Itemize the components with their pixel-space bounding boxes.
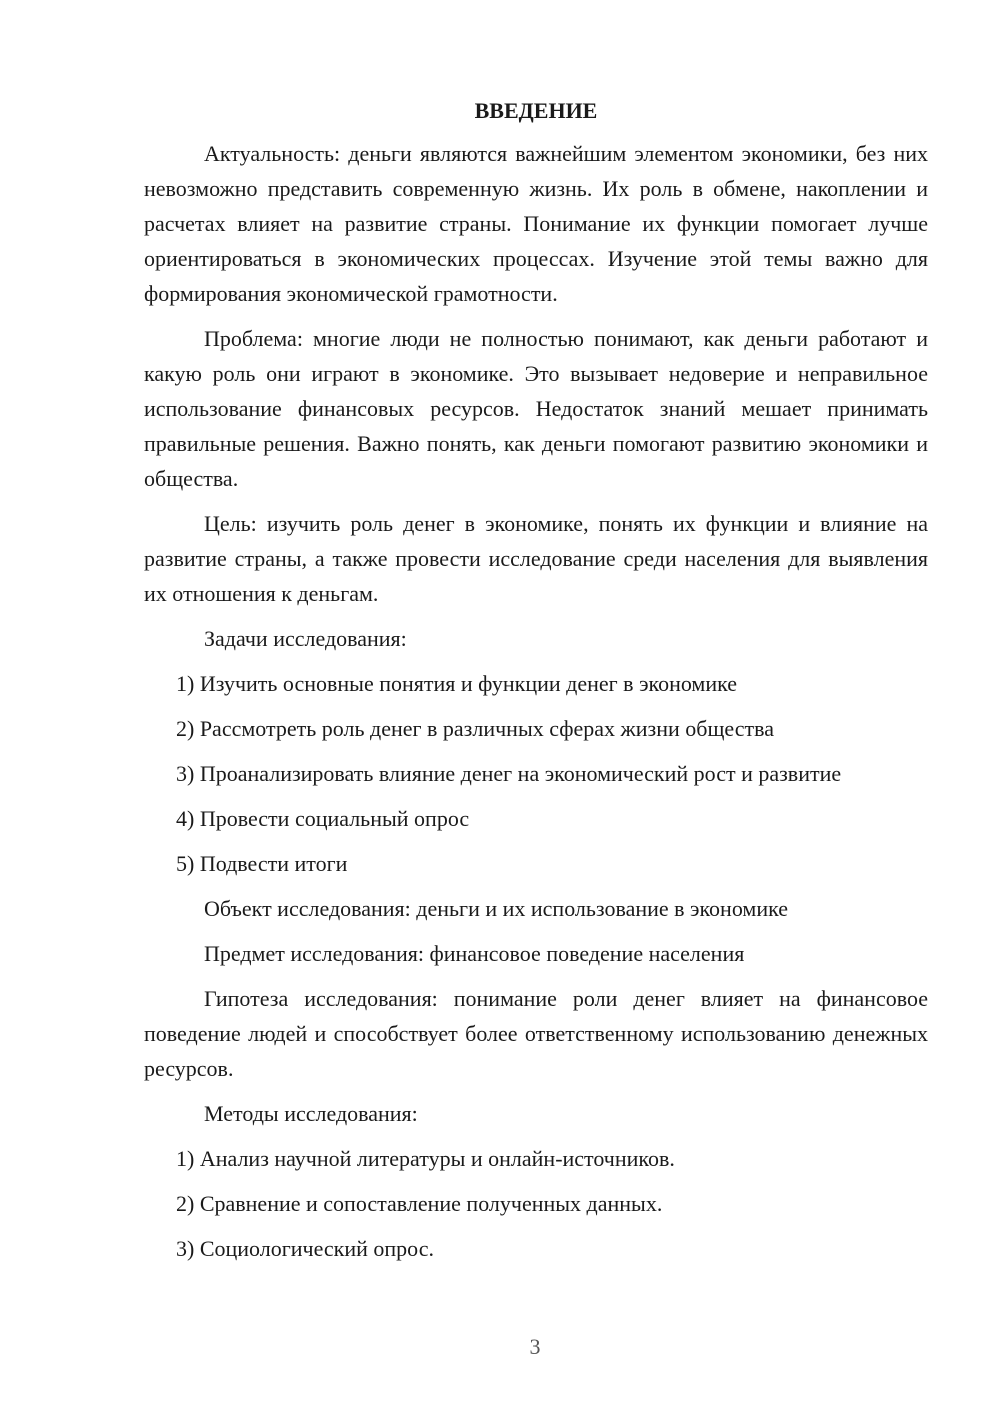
hypothesis-paragraph: Гипотеза исследования: понимание роли денег влияет на финансовое поведение людей и способствует более ответственному использованию денежных ресурсов. bbox=[144, 986, 928, 1081]
task-item: 2) Рассмотреть роль денег в различных сферах жизни общества bbox=[176, 716, 774, 741]
tasks-list bbox=[144, 666, 928, 881]
method-item: 1) Анализ научной литературы и онлайн-источников. bbox=[176, 1146, 675, 1171]
goal-paragraph: Цель: изучить роль денег в экономике, понять их функции и влияние на развитие страны, а также провести исследование среди населения для выявления их отношения к деньгам. bbox=[144, 511, 928, 606]
task-item: 4) Провести социальный опрос bbox=[176, 806, 470, 831]
relevance-paragraph: Актуальность: деньги являются важнейшим элементом экономики, без них невозможно представить современную жизнь. Их роль в обмене, накоплении и расчетах влияет на развитие страны. Понимание их функции помогает лучше ориентироваться в экономических процессах. Изучение этой темы важно для формирования экономической грамотности. bbox=[144, 141, 928, 306]
page-number: 3 bbox=[529, 1334, 541, 1359]
task-item: 3) Проанализировать влияние денег на экономический рост и развитие bbox=[176, 761, 842, 786]
methods-heading: Методы исследования: bbox=[204, 1101, 418, 1126]
research-object: Объект исследования: деньги и их использование в экономике bbox=[204, 896, 789, 921]
problem-paragraph: Проблема: многие люди не полностью понимают, как деньги работают и какую роль они играют в экономике. Это вызывает недоверие и неправильное использование финансовых ресурсов. Недостаток знаний мешает принимать правильные решения. Важно понять, как деньги помогают развитию экономики и общества. bbox=[144, 326, 928, 491]
page-title: ВВЕДЕНИЕ bbox=[474, 98, 598, 123]
methods-list bbox=[144, 1141, 928, 1266]
tasks-heading: Задачи исследования: bbox=[204, 626, 407, 651]
method-item: 3) Социологический опрос. bbox=[176, 1236, 434, 1261]
method-item: 2) Сравнение и сопоставление полученных данных. bbox=[176, 1191, 663, 1216]
research-subject: Предмет исследования: финансовое поведение населения bbox=[204, 941, 745, 966]
task-item: 5) Подвести итоги bbox=[176, 851, 348, 876]
task-item: 1) Изучить основные понятия и функции денег в экономике bbox=[176, 671, 738, 696]
document-body bbox=[144, 94, 928, 1276]
